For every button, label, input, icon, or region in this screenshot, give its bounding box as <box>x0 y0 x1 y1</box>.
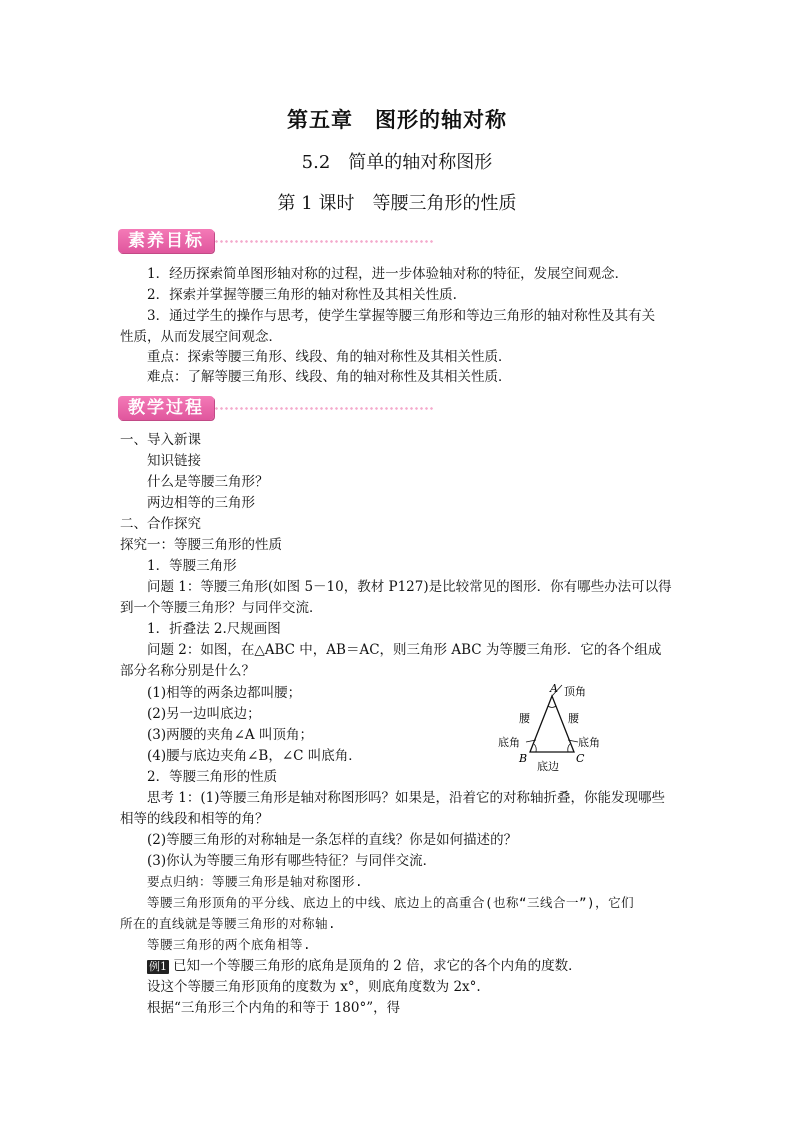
property-1a: 等腰三角形顶角的平分线、底边上的中线、底边上的高重合(也称“三线合一”)，它们 <box>147 895 635 910</box>
right-leg-label: 腰 <box>568 712 579 725</box>
lesson-title: 第 1 课时 等腰三角形的性质 <box>277 193 517 214</box>
question-2b: 部分名称分别是什么？ <box>120 663 255 679</box>
left-base-angle-label: 底角 <box>498 736 520 749</box>
name-item-3: (3)两腰的夹角∠A 叫顶角； <box>147 727 313 743</box>
explore-1-title: 探究一：等腰三角形的性质 <box>120 537 282 553</box>
question-1b: 到一个等腰三角形？与同伴交流． <box>120 600 323 616</box>
think-3: (3)你认为等腰三角形有哪些特征？与同伴交流． <box>147 853 437 869</box>
base-angle-right-arc <box>568 744 570 752</box>
process-banner-label: 教学过程 <box>118 396 214 420</box>
chapter-title: 第五章 图形的轴对称 <box>287 107 507 132</box>
example-text: 已知一个等腰三角形的底角是顶角的 2 倍，求它的各个内角的度数． <box>173 958 582 974</box>
right-base-angle-label: 底角 <box>578 736 600 749</box>
vertex-b-label: B <box>519 752 528 765</box>
goal-item-2: 2．探索并掌握等腰三角形的轴对称性及其相关性质. <box>147 287 457 303</box>
goal-item-1: 1．经历探索简单图形轴对称的过程，进一步体验轴对称的特征，发展空间观念． <box>147 266 629 282</box>
summary: 要点归纳：等腰三角形是轴对称图形. <box>147 874 364 889</box>
section-intro: 一、导入新课 <box>120 432 201 448</box>
goal-item-3a: 3．通过学生的操作与思考，使学生掌握等腰三角形和等边三角形的轴对称性及其有关 <box>147 308 656 324</box>
think-2: (2)等腰三角形的对称轴是一条怎样的直线？你是如何描述的？ <box>147 832 518 848</box>
example-1 <box>147 956 582 976</box>
section-title: 5.2 简单的轴对称图形 <box>301 152 493 173</box>
base-angle-left-arc <box>534 744 536 752</box>
isosceles-triangle-figure <box>490 680 620 776</box>
goal-difficult-point: 难点：了解等腰三角形、线段、角的轴对称性及其相关性质． <box>147 369 512 385</box>
question-what-is: 什么是等腰三角形？ <box>147 474 269 490</box>
goals-banner-label: 素养目标 <box>118 229 214 253</box>
base-label: 底边 <box>537 760 559 773</box>
point-2: 2．等腰三角形的性质 <box>147 769 278 785</box>
question-1a: 问题 1：等腰三角形(如图 5－10，教材 P127)是比较常见的图形．你有哪些办法可以得 <box>147 579 672 595</box>
name-item-2: (2)另一边叫底边； <box>147 706 261 722</box>
name-item-4: (4)腰与底边夹角∠B，∠C 叫底角． <box>147 748 362 764</box>
solution-2: 根据“三角形三个内角的和等于 180°”，得 <box>147 1000 401 1016</box>
solution-1: 设这个等腰三角形顶角的度数为 x°，则底角度数为 2x°. <box>147 979 481 995</box>
goal-item-3b: 性质，从而发展空间观念． <box>120 329 282 345</box>
property-1b: 所在的直线就是等腰三角形的对称轴. <box>120 916 337 931</box>
section-explore: 二、合作探究 <box>120 516 201 532</box>
name-item-1: (1)相等的两条边都叫腰； <box>147 685 302 701</box>
point-1: 1．等腰三角形 <box>147 558 237 574</box>
question-2a: 问题 2：如图，在△ABC 中，AB＝AC，则三角形 ABC 为等腰三角形．它的各个组成 <box>147 642 662 658</box>
goals-banner <box>118 229 678 255</box>
banner-dots <box>214 240 434 243</box>
knowledge-link: 知识链接 <box>147 453 201 469</box>
goal-key-point: 重点：探索等腰三角形、线段、角的轴对称性及其相关性质． <box>147 349 512 365</box>
vertex-a-label: A <box>550 682 558 695</box>
vertex-c-label: C <box>576 752 585 765</box>
property-2: 等腰三角形的两个底角相等. <box>147 937 312 952</box>
think-1a: 思考 1：(1)等腰三角形是轴对称图形吗？如果是，沿着它的对称轴折叠，你能发现哪些 <box>147 790 666 806</box>
apex-angle-arc <box>548 706 556 708</box>
method-1: 1．折叠法 2.尺规画图 <box>147 621 281 637</box>
think-1b: 相等的线段和相等的角？ <box>120 811 269 827</box>
left-leg-label: 腰 <box>519 712 530 725</box>
answer-what-is: 两边相等的三角形 <box>147 495 255 511</box>
example-badge: 例1 <box>149 960 167 973</box>
banner-dots <box>214 407 434 410</box>
apex-angle-label: 顶角 <box>564 685 586 698</box>
process-banner <box>118 396 678 422</box>
